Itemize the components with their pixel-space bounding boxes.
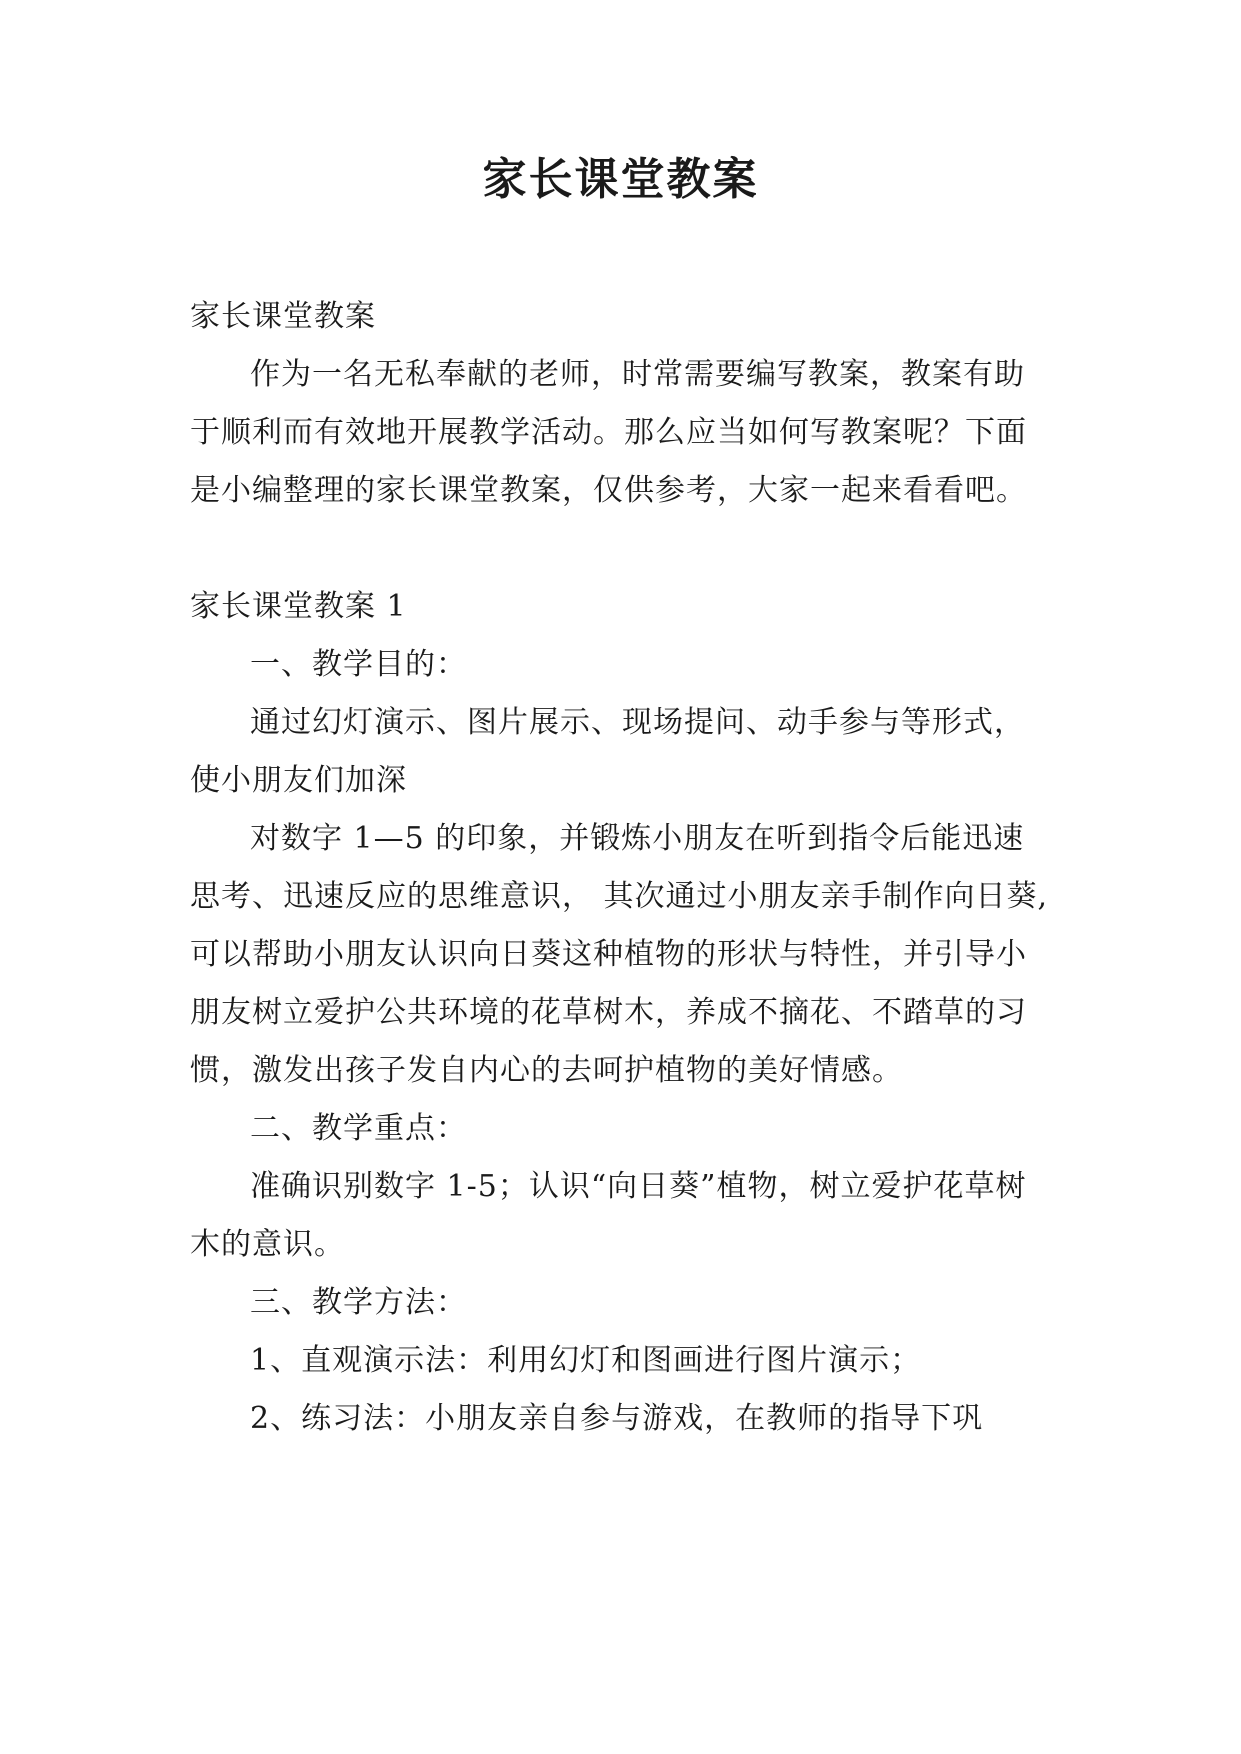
subtitle: 家长课堂教案 [190,299,376,334]
intro-paragraph: 作为一名无私奉献的老师，时常需要编写教案，教案有助于顺利而有效地开展教学活动。那么应当如何写教案呢？下面是小编整理的家长课堂教案，仅供参考，大家一起来看看吧。 [190,357,1027,508]
method-item-2: 2、练习法：小朋友亲自参与游戏，在教师的指导下巩 [250,1401,984,1436]
section-heading: 家长课堂教案 1 [190,589,407,624]
method-item-1: 1、直观演示法：利用幻灯和图画进行图片演示； [250,1343,922,1378]
goal-detail-paragraph: 对数字 1—5 的印象，并锻炼小朋友在听到指令后能迅速思考、迅速反应的思维意识， 其次通过小朋友亲手制作向日葵,可以帮助小朋友认识向日葵这种植物的形状与特性，并引导小朋友树立爱护公共环境的花草树木，养成不摘花、不踏草的习惯，激发出孩子发自内心的去呵护植物的美好情感。 [190,821,1049,1088]
heading-teaching-method: 三、教学方法： [250,1285,467,1320]
goal-paragraph: 通过幻灯演示、图片展示、现场提问、动手参与等形式，使小朋友们加深 [190,705,1025,798]
heading-teaching-goal: 一、教学目的： [250,647,467,682]
heading-teaching-focus: 二、教学重点： [250,1111,467,1146]
document-body [190,288,1052,1448]
document-title: 家长课堂教案 [482,154,759,205]
section-spacer [190,520,1052,578]
focus-paragraph: 准确识别数字 1-5；认识“向日葵”植物，树立爱护花草树木的意识。 [190,1169,1027,1262]
